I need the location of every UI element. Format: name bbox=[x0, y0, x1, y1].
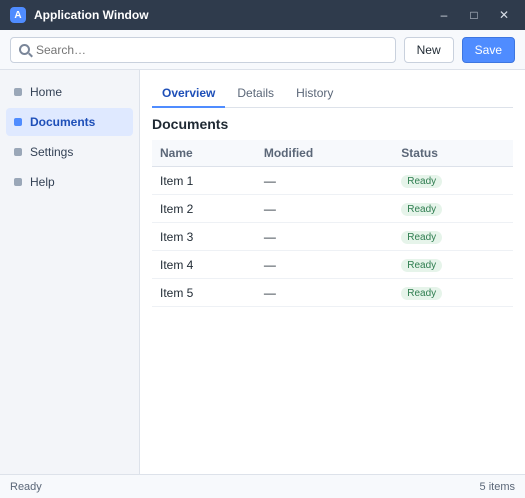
home-icon bbox=[14, 88, 22, 96]
new-button[interactable]: New bbox=[404, 37, 454, 63]
search-box[interactable] bbox=[10, 37, 396, 63]
table-header-row bbox=[152, 140, 513, 167]
table-cell: — bbox=[256, 279, 393, 307]
table-cell: Item 2 bbox=[152, 195, 256, 223]
table-cell: Item 4 bbox=[152, 251, 256, 279]
status-cell bbox=[393, 279, 513, 307]
status-badge: Ready bbox=[401, 287, 442, 300]
app-icon: A bbox=[10, 7, 26, 23]
table-body bbox=[152, 167, 513, 307]
title-bar bbox=[0, 0, 525, 30]
folder-icon bbox=[14, 118, 22, 126]
table-cell: — bbox=[256, 223, 393, 251]
tab-details[interactable]: Details bbox=[237, 86, 275, 100]
table-row[interactable] bbox=[152, 167, 513, 195]
maximize-button[interactable]: □ bbox=[470, 8, 478, 22]
search-input[interactable] bbox=[36, 43, 387, 57]
status-cell bbox=[393, 195, 513, 223]
search-icon bbox=[19, 44, 30, 55]
status-badge: Ready bbox=[401, 231, 442, 244]
status-badge: Ready bbox=[401, 175, 442, 188]
status-cell bbox=[393, 167, 513, 195]
data-table bbox=[152, 140, 513, 307]
status-badge: Ready bbox=[401, 203, 442, 216]
minimize-button[interactable]: – bbox=[440, 8, 448, 22]
body bbox=[0, 70, 525, 474]
status-cell bbox=[393, 223, 513, 251]
save-button[interactable]: Save bbox=[462, 37, 515, 63]
gear-icon bbox=[14, 148, 22, 156]
sidebar-item-label: Documents bbox=[30, 115, 96, 129]
table-row[interactable] bbox=[152, 251, 513, 279]
status-cell bbox=[393, 251, 513, 279]
tab-bar bbox=[152, 80, 513, 108]
sidebar-item-label: Home bbox=[30, 85, 63, 99]
help-icon bbox=[14, 178, 22, 186]
sidebar-item-label: Settings bbox=[30, 145, 74, 159]
table-row[interactable] bbox=[152, 279, 513, 307]
table-cell: — bbox=[256, 251, 393, 279]
table-cell: Item 3 bbox=[152, 223, 256, 251]
sidebar-item-documents[interactable] bbox=[6, 108, 133, 136]
status-badge: Ready bbox=[401, 259, 442, 272]
sidebar-item-home[interactable] bbox=[6, 78, 133, 106]
table-row[interactable] bbox=[152, 223, 513, 251]
tab-overview[interactable]: Overview bbox=[152, 80, 225, 108]
toolbar bbox=[0, 30, 525, 70]
column-header[interactable]: Status bbox=[393, 140, 513, 167]
column-header[interactable]: Modified bbox=[256, 140, 393, 167]
sidebar bbox=[0, 70, 140, 474]
sidebar-item-label: Help bbox=[30, 175, 55, 189]
column-header[interactable]: Name bbox=[152, 140, 256, 167]
close-button[interactable]: ✕ bbox=[498, 8, 510, 22]
table-cell: — bbox=[256, 195, 393, 223]
page-title: Documents bbox=[152, 116, 229, 132]
sidebar-item-help[interactable] bbox=[6, 168, 133, 196]
main-panel bbox=[140, 70, 525, 474]
window-title: Application Window bbox=[34, 8, 149, 22]
item-count: 5 items bbox=[479, 480, 515, 493]
table-row[interactable] bbox=[152, 195, 513, 223]
table-cell: Item 5 bbox=[152, 279, 256, 307]
table-cell: — bbox=[256, 167, 393, 195]
tab-history[interactable]: History bbox=[296, 86, 334, 100]
status-bar bbox=[0, 474, 525, 498]
sidebar-item-settings[interactable] bbox=[6, 138, 133, 166]
status-text: Ready bbox=[10, 480, 42, 493]
table-cell: Item 1 bbox=[152, 167, 256, 195]
